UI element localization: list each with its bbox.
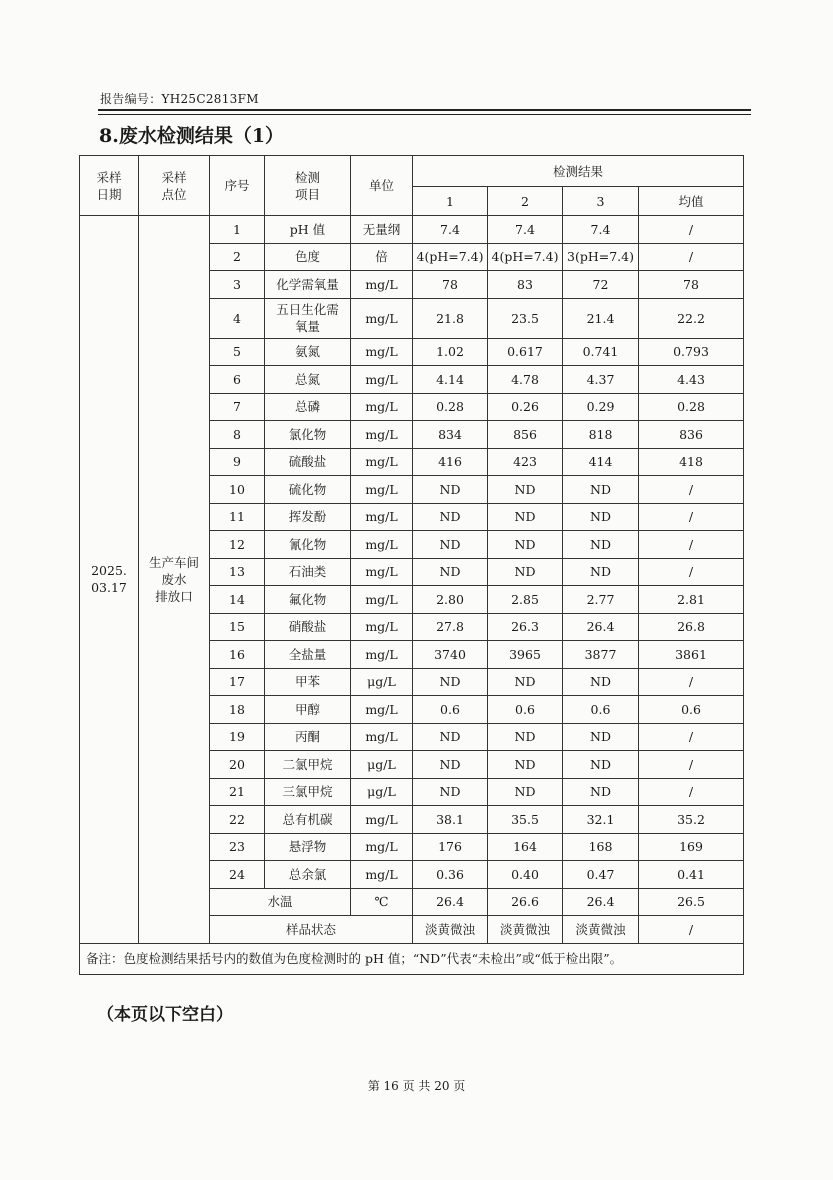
- water-temp-result-3: 26.4: [563, 888, 639, 916]
- row-seq: 20: [210, 751, 265, 779]
- row-seq: 15: [210, 613, 265, 641]
- row-seq: 5: [210, 338, 265, 366]
- row-result-2: ND: [488, 503, 563, 531]
- row-result-3: ND: [563, 503, 639, 531]
- row-result-1: 4.14: [413, 366, 488, 394]
- row-unit: mg/L: [351, 298, 413, 338]
- row-result-3: 414: [563, 448, 639, 476]
- row-item: 总有机碳: [265, 806, 351, 834]
- row-result-1: 416: [413, 448, 488, 476]
- row-result-3: 0.6: [563, 696, 639, 724]
- report-number: 报告编号：YH25C2813FM: [100, 92, 259, 106]
- sample-state-result-2: 淡黄微浊: [488, 916, 563, 944]
- row-average: 22.2: [639, 298, 744, 338]
- row-unit: mg/L: [351, 271, 413, 299]
- header-result-2: 2: [488, 187, 563, 216]
- row-average: 0.793: [639, 338, 744, 366]
- row-average: /: [639, 778, 744, 806]
- header-date-line: 日期: [96, 186, 122, 202]
- row-result-3: 0.741: [563, 338, 639, 366]
- row-seq: 12: [210, 531, 265, 559]
- row-result-3: 2.77: [563, 586, 639, 614]
- row-result-2: ND: [488, 558, 563, 586]
- row-result-1: 21.8: [413, 298, 488, 338]
- sampling-point-line: 生产车间: [148, 554, 199, 570]
- sampling-point-line: 废水: [161, 571, 187, 587]
- header-date: [80, 156, 139, 216]
- row-average: 3861: [639, 641, 744, 669]
- row-result-2: 26.3: [488, 613, 563, 641]
- row-seq: 9: [210, 448, 265, 476]
- row-result-3: 32.1: [563, 806, 639, 834]
- row-result-3: 21.4: [563, 298, 639, 338]
- row-result-1: 38.1: [413, 806, 488, 834]
- sample-state-average: /: [639, 916, 744, 944]
- row-result-3: 818: [563, 421, 639, 449]
- row-unit: mg/L: [351, 366, 413, 394]
- row-unit: μg/L: [351, 668, 413, 696]
- row-seq: 6: [210, 366, 265, 394]
- row-result-1: ND: [413, 751, 488, 779]
- header-results: 检测结果: [413, 156, 744, 187]
- header-seq: 序号: [210, 156, 265, 216]
- row-unit: mg/L: [351, 806, 413, 834]
- row-result-2: 3965: [488, 641, 563, 669]
- row-average: /: [639, 243, 744, 271]
- row-result-2: 2.85: [488, 586, 563, 614]
- row-result-2: 0.40: [488, 861, 563, 889]
- row-item: pH 值: [265, 216, 351, 244]
- row-result-3: 168: [563, 833, 639, 861]
- header-item: [265, 156, 351, 216]
- row-result-2: 0.6: [488, 696, 563, 724]
- row-result-2: 4.78: [488, 366, 563, 394]
- row-result-2: 164: [488, 833, 563, 861]
- row-item: 氨氮: [265, 338, 351, 366]
- row-seq: 19: [210, 723, 265, 751]
- row-result-2: ND: [488, 668, 563, 696]
- row-result-2: ND: [488, 476, 563, 504]
- row-result-1: 834: [413, 421, 488, 449]
- row-result-2: 0.617: [488, 338, 563, 366]
- row-average: /: [639, 668, 744, 696]
- row-result-2: ND: [488, 778, 563, 806]
- row-unit: mg/L: [351, 338, 413, 366]
- page-number: 第 16 页 共 20 页: [367, 1079, 466, 1093]
- header-point: [139, 156, 210, 216]
- row-unit: mg/L: [351, 723, 413, 751]
- row-item: 丙酮: [265, 723, 351, 751]
- row-average: /: [639, 723, 744, 751]
- row-result-3: 3877: [563, 641, 639, 669]
- row-result-1: 27.8: [413, 613, 488, 641]
- row-result-1: ND: [413, 476, 488, 504]
- sampling-point-line: 排放口: [155, 588, 193, 604]
- row-item: 挥发酚: [265, 503, 351, 531]
- row-item: 色度: [265, 243, 351, 271]
- row-result-1: ND: [413, 723, 488, 751]
- header-date-line: 采样: [96, 169, 122, 185]
- row-average: 0.41: [639, 861, 744, 889]
- row-average: /: [639, 476, 744, 504]
- row-item: 甲苯: [265, 668, 351, 696]
- row-item: 五日生化需氧量: [265, 298, 351, 338]
- row-item: 甲醇: [265, 696, 351, 724]
- row-average: 2.81: [639, 586, 744, 614]
- header-unit: 单位: [351, 156, 413, 216]
- row-item: 三氯甲烷: [265, 778, 351, 806]
- row-result-2: 423: [488, 448, 563, 476]
- row-result-2: 4(pH=7.4): [488, 243, 563, 271]
- row-unit: mg/L: [351, 448, 413, 476]
- water-temp-unit: ℃: [351, 888, 413, 916]
- row-item: 全盐量: [265, 641, 351, 669]
- row-unit: 倍: [351, 243, 413, 271]
- header-rule-thick: [98, 109, 751, 111]
- row-result-1: 176: [413, 833, 488, 861]
- header-item-line: 项目: [294, 186, 320, 202]
- row-seq: 18: [210, 696, 265, 724]
- row-seq: 4: [210, 298, 265, 338]
- header-rule-thin: [98, 114, 751, 115]
- row-average: /: [639, 751, 744, 779]
- row-result-2: 23.5: [488, 298, 563, 338]
- header-result-3: 3: [563, 187, 639, 216]
- row-unit: mg/L: [351, 586, 413, 614]
- row-result-2: ND: [488, 723, 563, 751]
- sample-state-result-1: 淡黄微浊: [413, 916, 488, 944]
- row-seq: 8: [210, 421, 265, 449]
- row-item: 总磷: [265, 393, 351, 421]
- row-unit: mg/L: [351, 833, 413, 861]
- row-average: 35.2: [639, 806, 744, 834]
- row-unit: mg/L: [351, 531, 413, 559]
- row-seq: 16: [210, 641, 265, 669]
- sampling-date: [80, 216, 139, 944]
- sample-state-label: 样品状态: [210, 916, 413, 944]
- row-seq: 23: [210, 833, 265, 861]
- row-seq: 21: [210, 778, 265, 806]
- row-result-1: ND: [413, 558, 488, 586]
- row-result-3: ND: [563, 531, 639, 559]
- row-result-3: 4.37: [563, 366, 639, 394]
- row-item: 悬浮物: [265, 833, 351, 861]
- row-seq: 3: [210, 271, 265, 299]
- row-average: 78: [639, 271, 744, 299]
- row-seq: 7: [210, 393, 265, 421]
- row-unit: mg/L: [351, 421, 413, 449]
- header-point-line: 点位: [161, 186, 187, 202]
- row-item: 硫化物: [265, 476, 351, 504]
- row-unit: μg/L: [351, 778, 413, 806]
- row-seq: 13: [210, 558, 265, 586]
- results-table: [79, 155, 744, 975]
- row-result-1: 0.28: [413, 393, 488, 421]
- row-unit: mg/L: [351, 696, 413, 724]
- row-result-2: ND: [488, 751, 563, 779]
- row-result-3: 7.4: [563, 216, 639, 244]
- row-seq: 14: [210, 586, 265, 614]
- row-result-3: ND: [563, 668, 639, 696]
- row-average: 0.6: [639, 696, 744, 724]
- row-result-1: 1.02: [413, 338, 488, 366]
- row-unit: mg/L: [351, 558, 413, 586]
- row-result-1: 7.4: [413, 216, 488, 244]
- sampling-date-line: 03.17: [91, 580, 127, 596]
- row-result-1: ND: [413, 668, 488, 696]
- row-average: 4.43: [639, 366, 744, 394]
- row-unit: mg/L: [351, 641, 413, 669]
- row-seq: 1: [210, 216, 265, 244]
- row-result-3: 26.4: [563, 613, 639, 641]
- row-result-3: ND: [563, 558, 639, 586]
- row-seq: 10: [210, 476, 265, 504]
- row-item: 硝酸盐: [265, 613, 351, 641]
- row-result-1: 2.80: [413, 586, 488, 614]
- row-result-2: 35.5: [488, 806, 563, 834]
- row-average: 26.8: [639, 613, 744, 641]
- header-point-line: 采样: [161, 169, 187, 185]
- row-result-3: ND: [563, 778, 639, 806]
- row-result-1: 0.6: [413, 696, 488, 724]
- table-row: [80, 216, 744, 244]
- row-average: /: [639, 216, 744, 244]
- row-result-2: ND: [488, 531, 563, 559]
- sampling-point: [139, 216, 210, 944]
- water-temp-average: 26.5: [639, 888, 744, 916]
- row-result-2: 856: [488, 421, 563, 449]
- table-note-row: [80, 943, 744, 974]
- header-item-line: 检测: [294, 169, 320, 185]
- row-average: 169: [639, 833, 744, 861]
- header-result-1: 1: [413, 187, 488, 216]
- row-result-3: ND: [563, 723, 639, 751]
- row-item: 二氯甲烷: [265, 751, 351, 779]
- row-item: 总余氯: [265, 861, 351, 889]
- table-note: 备注：色度检测结果括号内的数值为色度检测时的 pH 值；“ND”代表“未检出”或“低于检出限”。: [80, 943, 744, 974]
- section-title: 8.废水检测结果（1）: [99, 125, 285, 147]
- row-average: /: [639, 558, 744, 586]
- row-result-3: 0.47: [563, 861, 639, 889]
- row-average: 836: [639, 421, 744, 449]
- row-result-2: 0.26: [488, 393, 563, 421]
- row-result-1: 0.36: [413, 861, 488, 889]
- row-seq: 11: [210, 503, 265, 531]
- row-unit: mg/L: [351, 503, 413, 531]
- row-unit: mg/L: [351, 861, 413, 889]
- row-unit: mg/L: [351, 613, 413, 641]
- row-result-1: ND: [413, 531, 488, 559]
- row-result-3: ND: [563, 751, 639, 779]
- row-unit: mg/L: [351, 476, 413, 504]
- row-item: 氟化物: [265, 586, 351, 614]
- row-result-1: 78: [413, 271, 488, 299]
- row-average: 418: [639, 448, 744, 476]
- sampling-date-line: 2025.: [91, 563, 127, 579]
- row-unit: 无量纲: [351, 216, 413, 244]
- row-item: 石油类: [265, 558, 351, 586]
- row-result-3: ND: [563, 476, 639, 504]
- row-item: 总氮: [265, 366, 351, 394]
- row-average: 0.28: [639, 393, 744, 421]
- water-temp-result-2: 26.6: [488, 888, 563, 916]
- row-seq: 24: [210, 861, 265, 889]
- row-average: /: [639, 531, 744, 559]
- row-result-2: 83: [488, 271, 563, 299]
- header-average: 均值: [639, 187, 744, 216]
- row-seq: 17: [210, 668, 265, 696]
- row-seq: 2: [210, 243, 265, 271]
- water-temp-label: 水温: [210, 888, 351, 916]
- blank-page-note: （本页以下空白）: [97, 1005, 233, 1025]
- row-result-3: 72: [563, 271, 639, 299]
- row-result-1: ND: [413, 778, 488, 806]
- row-result-2: 7.4: [488, 216, 563, 244]
- row-result-1: 4(pH=7.4): [413, 243, 488, 271]
- row-average: /: [639, 503, 744, 531]
- row-unit: mg/L: [351, 393, 413, 421]
- row-result-3: 0.29: [563, 393, 639, 421]
- row-result-1: ND: [413, 503, 488, 531]
- row-result-1: 3740: [413, 641, 488, 669]
- sample-state-result-3: 淡黄微浊: [563, 916, 639, 944]
- row-unit: μg/L: [351, 751, 413, 779]
- row-item: 硫酸盐: [265, 448, 351, 476]
- row-result-3: 3(pH=7.4): [563, 243, 639, 271]
- water-temp-result-1: 26.4: [413, 888, 488, 916]
- row-item: 氰化物: [265, 531, 351, 559]
- row-item: 化学需氧量: [265, 271, 351, 299]
- row-item: 氯化物: [265, 421, 351, 449]
- row-seq: 22: [210, 806, 265, 834]
